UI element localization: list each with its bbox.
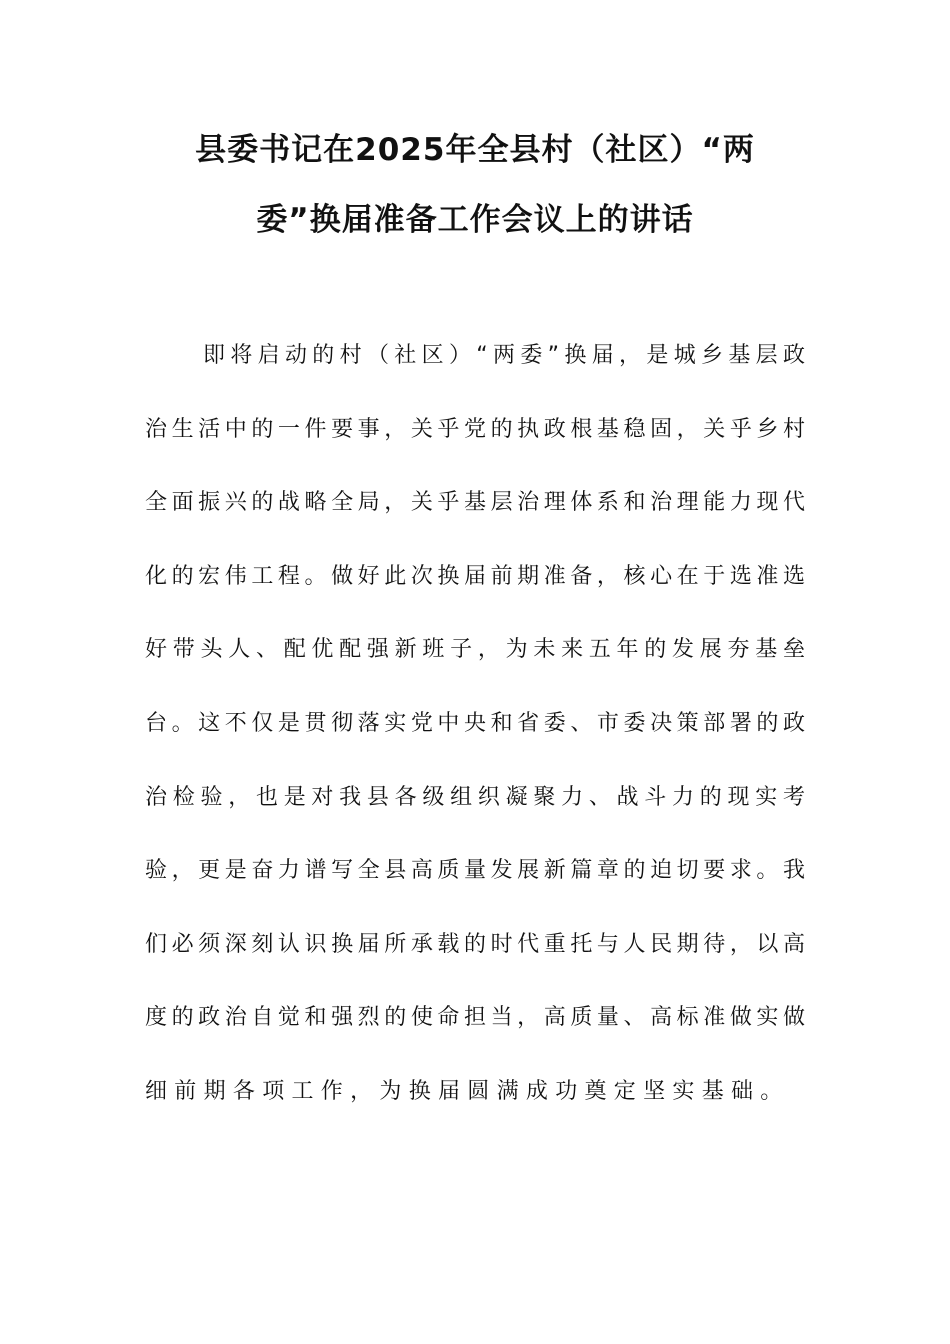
paragraph-line: 化的宏伟工程。做好此次换届前期准备，核心在于选准选 [145, 563, 805, 589]
document-title-line-1: 县委书记在2025年全县村（社区）“两 [195, 132, 755, 168]
paragraph-line: 们必须深刻认识换届所承载的时代重托与人民期待，以高 [145, 931, 805, 957]
paragraph-line: 治生活中的一件要事，关乎党的执政根基稳固，关乎乡村 [145, 416, 805, 442]
paragraph-line: 验，更是奋力谱写全县高质量发展新篇章的迫切要求。我 [145, 858, 805, 884]
paragraph-line: 治检验，也是对我县各级组织凝聚力、战斗力的现实考 [145, 784, 805, 810]
paragraph-line: 全面振兴的战略全局，关乎基层治理体系和治理能力现代 [145, 490, 805, 516]
paragraph-line: 好带头人、配优配强新班子，为未来五年的发展夯基垒 [145, 637, 805, 663]
paragraph-line: 台。这不仅是贯彻落实党中央和省委、市委决策部署的政 [145, 710, 805, 736]
paragraph-line: 度的政治自觉和强烈的使命担当，高质量、高标准做实做 [145, 1005, 805, 1031]
document-title-line-2: 委”换届准备工作会议上的讲话 [256, 202, 694, 238]
paragraph-line: 细前期各项工作，为换届圆满成功奠定坚实基础。 [145, 1078, 790, 1104]
body-paragraph [145, 338, 805, 1148]
paragraph-line: 即将启动的村（社区）“两委”换届，是城乡基层政 [203, 343, 805, 368]
